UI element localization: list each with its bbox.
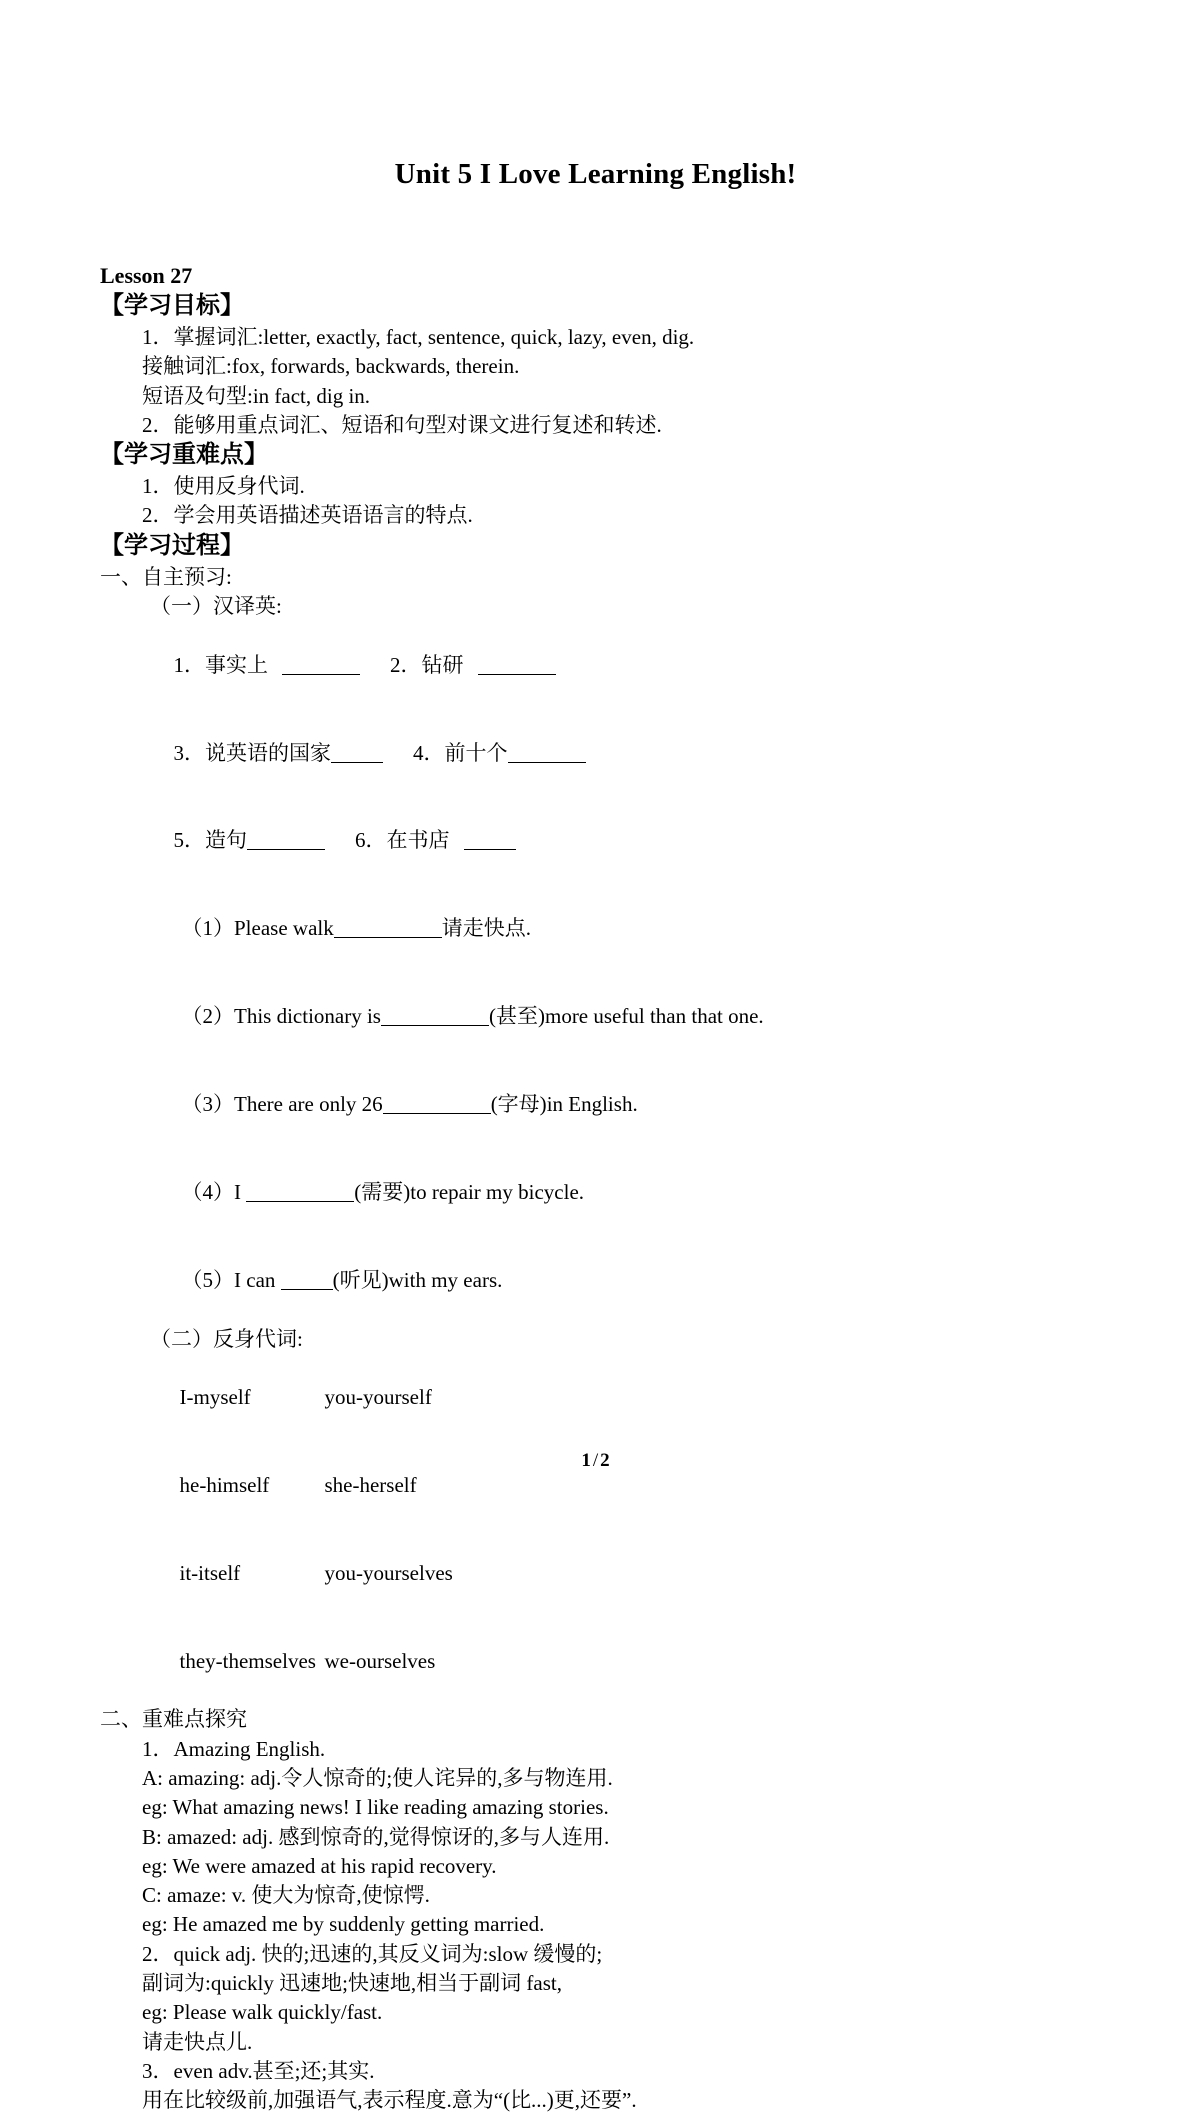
sentence-after: 请走快点. xyxy=(441,916,531,941)
page-title: Unit 5 I Love Learning English! xyxy=(394,158,797,190)
subsection-b-label: （二）反身代词: xyxy=(150,1326,303,1351)
answer-blank[interactable] xyxy=(381,1025,489,1026)
part-two-line: 请走快点儿. xyxy=(142,2029,253,2054)
part-two-line: eg: What amazing news! I like reading amazing stories. xyxy=(142,1795,609,1820)
part-two-line: eg: He amazed me by suddenly getting married. xyxy=(142,1912,545,1937)
sentence-hint: (甚至) xyxy=(488,1004,545,1029)
fill-sentence xyxy=(100,885,1101,973)
sentence-before: Please walk xyxy=(234,916,334,941)
answer-blank[interactable] xyxy=(282,674,360,675)
pronoun-right: we-ourselves xyxy=(324,1648,436,1673)
vocab-number: 5． xyxy=(173,828,205,853)
sentence-after: to repair my bicycle. xyxy=(410,1180,585,1205)
part-two-line: 3．even adv.甚至;还;其实. xyxy=(142,2058,375,2083)
pronoun-row xyxy=(100,1530,1101,1618)
vocab-row xyxy=(100,797,1101,885)
answer-blank[interactable] xyxy=(281,1289,333,1290)
fill-sentence xyxy=(100,1237,1101,1325)
sentence-after: with my ears. xyxy=(388,1267,503,1292)
answer-blank[interactable] xyxy=(334,937,442,938)
objectives-heading: 【学习目标】 xyxy=(100,293,244,319)
vocab-number: 6． xyxy=(355,828,387,853)
sentence-hint: (听见) xyxy=(332,1267,389,1292)
sentence-before: There are only 26 xyxy=(234,1092,383,1117)
objectives-line: 1．掌握词汇:letter, exactly, fact, sentence, quick, lazy, even, dig. xyxy=(142,325,695,349)
part-two-line: C: amaze: v. 使大为惊奇,使惊愕. xyxy=(142,1883,430,1908)
key-points-heading: 【学习重难点】 xyxy=(100,442,268,469)
subsection-a-label: （一）汉译英: xyxy=(150,594,282,619)
page-separator: / xyxy=(592,1450,599,1471)
sentence-before: I xyxy=(234,1180,247,1205)
fill-sentence xyxy=(100,1061,1101,1149)
part-two-line: 用在比较级前,加强语气,表示程度.意为“(比...)更,还要”. xyxy=(142,2088,637,2113)
vocab-term: 钻研 xyxy=(421,652,464,677)
process-heading: 【学习过程】 xyxy=(100,532,244,559)
vocab-term: 造句 xyxy=(205,828,247,853)
sentence-before: This dictionary is xyxy=(234,1004,381,1029)
part-two-label: 二、重难点探究 xyxy=(100,1707,247,1732)
answer-blank[interactable] xyxy=(464,849,516,850)
sentence-after: in English. xyxy=(546,1092,638,1117)
part-two-line: 副词为:quickly 迅速地;快速地,相当于副词 fast, xyxy=(142,1971,562,1996)
fill-sentence xyxy=(100,1149,1101,1237)
pronoun-right: she-herself xyxy=(324,1472,417,1497)
answer-blank[interactable] xyxy=(383,1113,491,1114)
page-footer xyxy=(0,1450,1191,1472)
sentence-hint: (需要) xyxy=(354,1180,411,1205)
part-two-line: B: amazed: adj. 感到惊奇的,觉得惊讶的,多与人连用. xyxy=(142,1824,610,1849)
answer-blank[interactable] xyxy=(247,849,325,850)
current-page-number: 1 xyxy=(581,1450,591,1471)
sentence-before: I can xyxy=(234,1267,281,1292)
answer-blank[interactable] xyxy=(508,762,586,763)
objectives-line: 短语及句型:in fact, dig in. xyxy=(142,383,371,408)
pronoun-row xyxy=(100,1617,1101,1705)
fill-sentence xyxy=(100,973,1101,1061)
key-points-line: 2．学会用英语描述英语语言的特点. xyxy=(142,503,473,528)
pronoun-right: you-yourself xyxy=(324,1385,432,1410)
sentence-hint: (字母) xyxy=(490,1092,547,1117)
answer-blank[interactable] xyxy=(478,674,556,675)
pronoun-row xyxy=(100,1354,1101,1442)
answer-blank[interactable] xyxy=(331,762,383,763)
part-one-label: 一、自主预习: xyxy=(100,564,232,589)
part-two-line: eg: Please walk quickly/fast. xyxy=(142,2000,383,2025)
sentence-number: （3） xyxy=(181,1092,234,1117)
pronoun-left: I-myself xyxy=(179,1385,251,1410)
sentence-number: （1） xyxy=(181,916,234,941)
pronoun-left: he-himself xyxy=(179,1472,270,1497)
vocab-term: 前十个 xyxy=(444,740,508,765)
sentence-number: （4） xyxy=(181,1180,234,1205)
document-body xyxy=(100,262,1101,2116)
part-two-line: A: amazing: adj.令人惊奇的;使人诧异的,多与物连用. xyxy=(142,1765,613,1790)
vocab-number: 1． xyxy=(173,652,205,677)
vocab-term: 在书店 xyxy=(386,828,450,853)
key-points-line: 1．使用反身代词. xyxy=(142,474,305,499)
vocab-term: 事实上 xyxy=(205,652,268,677)
vocab-number: 2． xyxy=(390,652,422,677)
sentence-number: （2） xyxy=(181,1004,234,1029)
vocab-number: 3． xyxy=(173,740,205,765)
sentence-after: more useful than that one. xyxy=(544,1004,764,1029)
objectives-line: 接触词汇:fox, forwards, backwards, therein. xyxy=(142,354,520,379)
vocab-row xyxy=(100,621,1101,709)
sentence-number: （5） xyxy=(181,1267,234,1292)
part-two-line: eg: We were amazed at his rapid recovery. xyxy=(142,1853,497,1878)
vocab-number: 4． xyxy=(413,740,445,765)
pronoun-right: you-yourselves xyxy=(324,1560,453,1585)
vocab-term: 说英语的国家 xyxy=(205,740,331,765)
part-two-line: 1．Amazing English. xyxy=(142,1736,326,1761)
part-two-line: 2．quick adj. 快的;迅速的,其反义词为:slow 缓慢的; xyxy=(142,1941,603,1966)
lesson-heading: Lesson 27 xyxy=(100,263,193,288)
vocab-row xyxy=(100,709,1101,797)
objectives-line: 2．能够用重点词汇、短语和句型对课文进行复述和转述. xyxy=(142,412,662,437)
total-page-number: 2 xyxy=(600,1450,610,1471)
pronoun-left: it-itself xyxy=(179,1560,241,1585)
answer-blank[interactable] xyxy=(246,1201,354,1202)
pronoun-left: they-themselves xyxy=(179,1648,316,1673)
